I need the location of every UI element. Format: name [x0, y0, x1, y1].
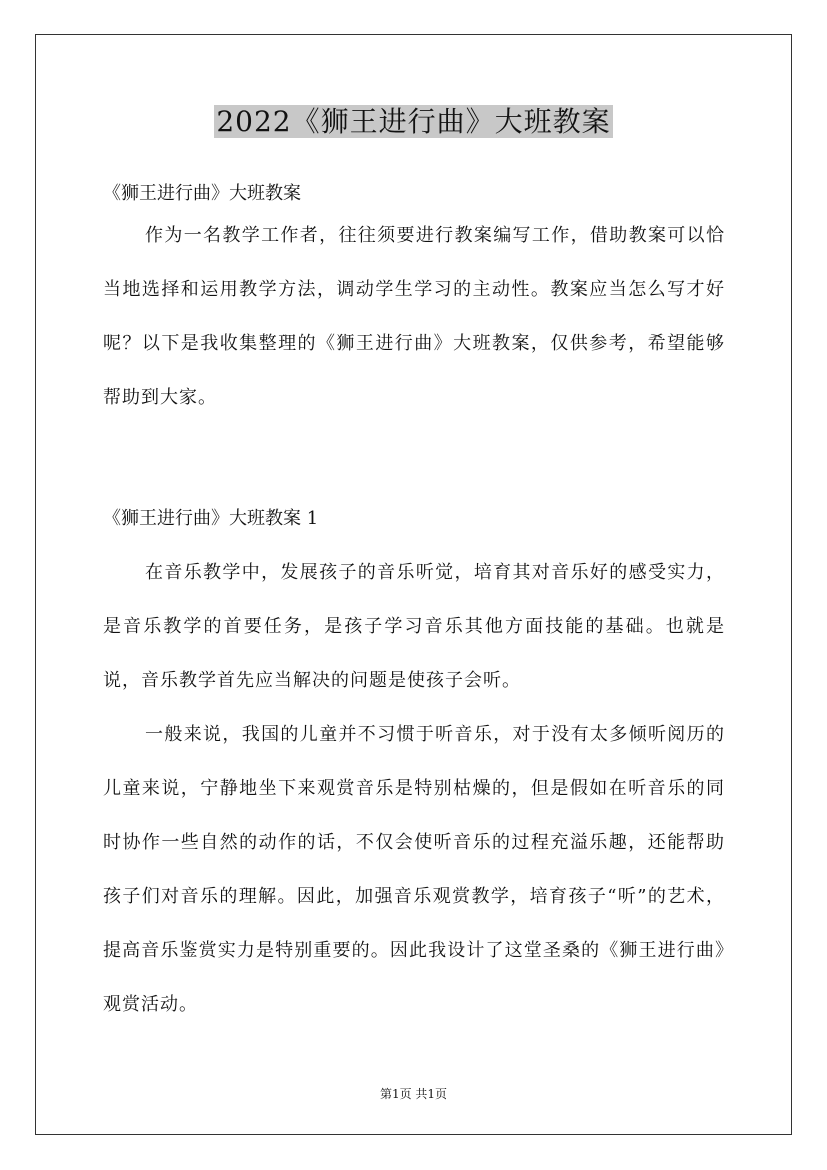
page-footer: 第1页 共1页 [379, 1087, 448, 1101]
document-subtitle: 《狮王进行曲》大班教案 [103, 183, 301, 204]
section-heading: 《狮王进行曲》大班教案 1 [103, 508, 319, 529]
document-title-text: 2022《狮王进行曲》大班教案 [216, 105, 611, 138]
intro-paragraph: 作为一名教学工作者，往往须要进行教案编写工作，借助教案可以恰当地选择和运用教学方法，调动学生学习的主动性。教案应当怎么写才好呢？以下是我收集整理的《狮王进行曲》大班教案，仅供参考，希望能够帮助到大家。 [103, 225, 725, 408]
document-title [0, 100, 827, 144]
section-paragraph-2: 一般来说，我国的儿童并不习惯于听音乐，对于没有太多倾听阅历的儿童来说，宁静地坐下来观赏音乐是特别枯燥的，但是假如在听音乐的同时协作一些自然的动作的话，不仅会使听音乐的过程充溢乐趣，还能帮助孩子们对音乐的理解。因此，加强音乐观赏教学，培育孩子“听”的艺术，提高音乐鉴赏实力是特别重要的。因此我设计了这堂圣桑的《狮王进行曲》观赏活动。 [103, 724, 725, 1015]
section-paragraph-1: 在音乐教学中，发展孩子的音乐听觉，培育其对音乐好的感受实力，是音乐教学的首要任务，是孩子学习音乐其他方面技能的基础。也就是说，音乐教学首先应当解决的问题是使孩子会听。 [103, 562, 725, 691]
